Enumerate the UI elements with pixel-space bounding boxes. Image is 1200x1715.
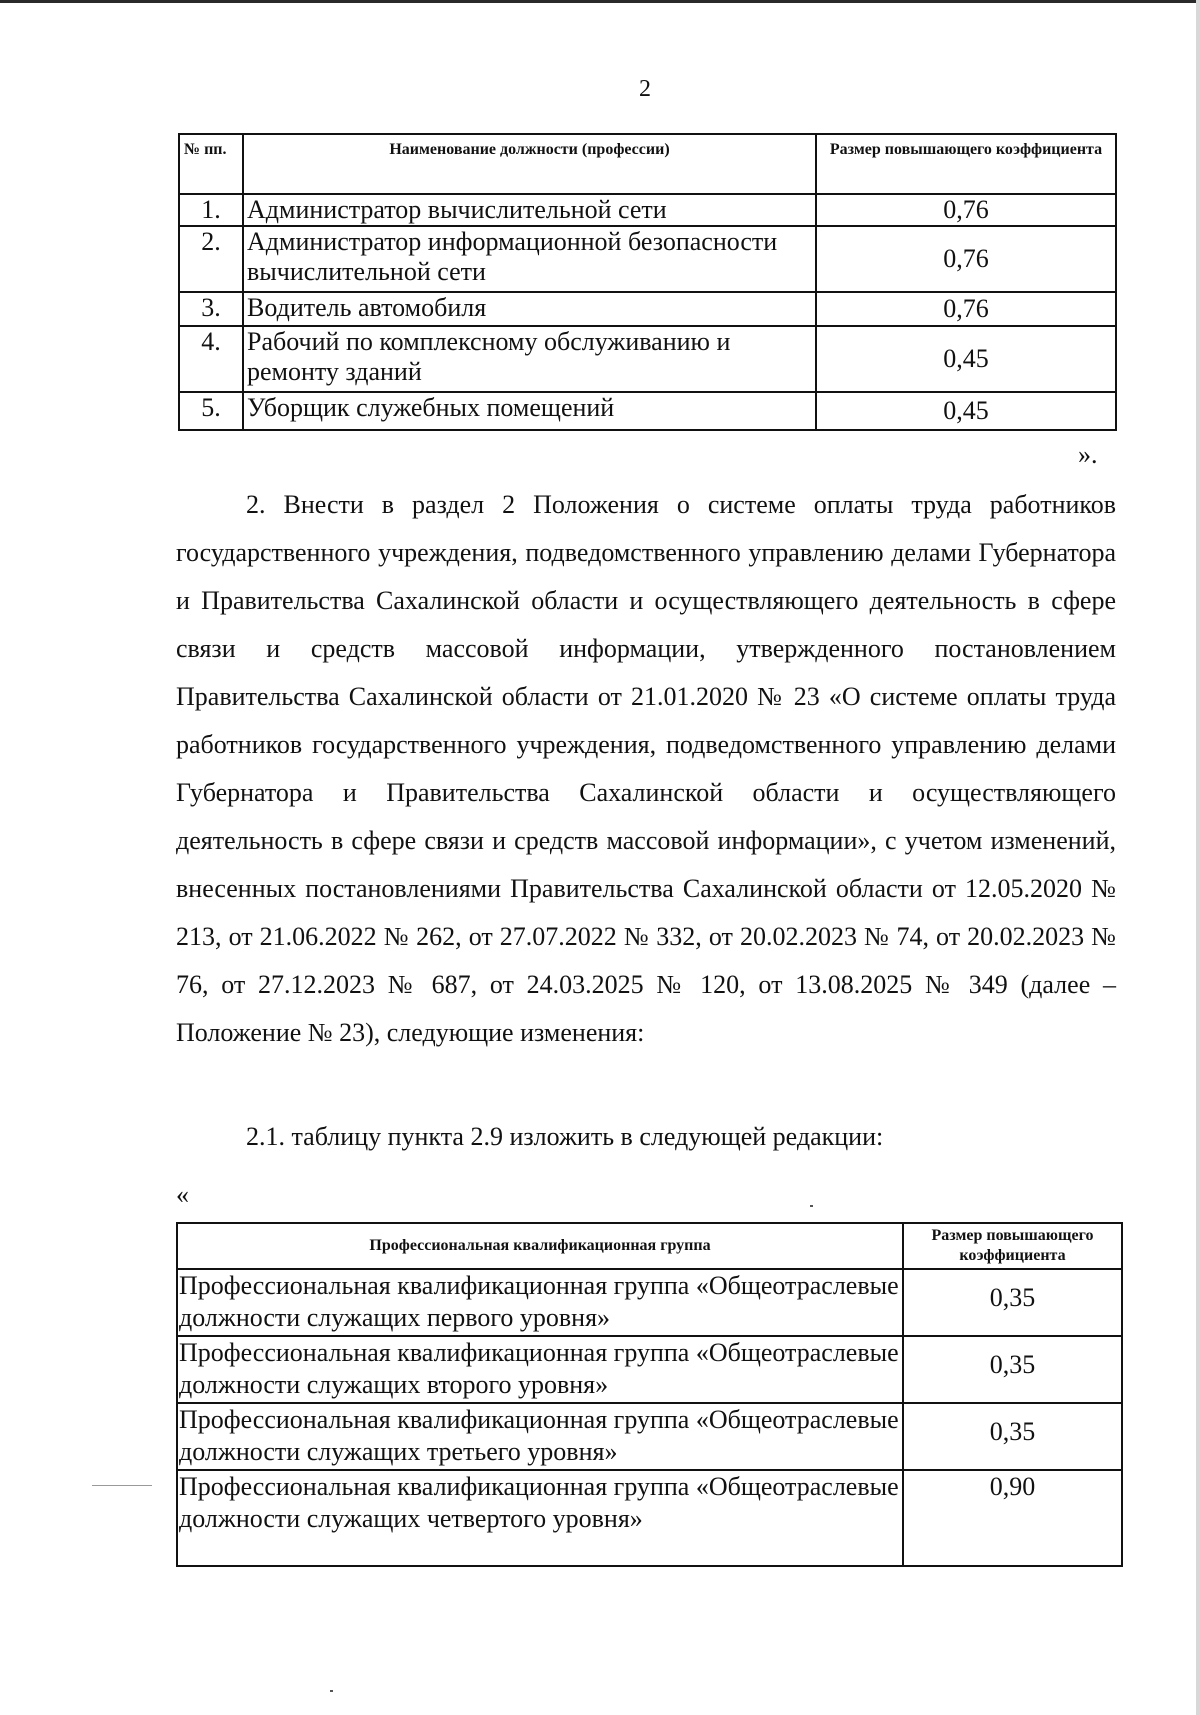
scan-artifact (92, 1485, 152, 1486)
coefficient-value: 0,90 (903, 1470, 1122, 1566)
row-number: 4. (179, 326, 243, 392)
opening-quote: « (176, 1180, 189, 1209)
coefficient-value: 0,76 (816, 194, 1116, 226)
table-row (179, 326, 1116, 392)
positions-table (178, 133, 1117, 431)
table-row (179, 392, 1116, 430)
position-name: Администратор информационной безопасности вычислительной сети (243, 226, 816, 292)
table-row (179, 292, 1116, 326)
header-position-name: Наименование должности (профессии) (243, 134, 816, 194)
table-header-row (179, 134, 1116, 194)
paragraph-2: 2. Внести в раздел 2 Положения о системе оплаты труда работников государственного учреждения, подведомственного управлению делами Губернатора и Правительства Сахалинской области и осуществляющего деятельность в сфере связи и средств массовой информации, утвержденного постановлением Правительства Сахалинской области от 21.01.2020 № 23 «О системе оплаты труда работников государственного учреждения, подведомственного управлению делами Губернатора и Правительства Сахалинской области и осуществляющего деятельность в сфере связи и средств массовой информации», с учетом изменений, внесенных постановлениями Правительства Сахалинской области от 12.05.2020 № 213, от 21.06.2022 № 262, от 27.07.2022 № 332, от 20.02.2023 № 74, от 20.02.2023 № 76, от 27.12.2023 № 687, от 24.03.2025 № 120, от 13.08.2025 № 349 (далее – Положение № 23), следующие изменения: (176, 490, 1116, 1047)
coefficient-value: 0,35 (903, 1269, 1122, 1336)
qualification-group-name: Профессиональная квалификационная группа «Общеотраслевые должности служащих третьего уровня» (177, 1403, 903, 1470)
table-header-row (177, 1223, 1122, 1269)
row-number: 3. (179, 292, 243, 326)
header-coefficient: Размер повышающего коэффициента (903, 1223, 1122, 1269)
scan-edge-top (0, 0, 1200, 3)
coefficient-value: 0,35 (903, 1403, 1122, 1470)
scan-edge-right (1196, 0, 1200, 1715)
header-qualification-group: Профессиональная квалификационная группа (177, 1223, 903, 1269)
table-row (177, 1470, 1122, 1566)
position-name: Администратор вычислительной сети (243, 194, 816, 226)
table-row (179, 226, 1116, 292)
page-number: 2 (639, 76, 651, 102)
coefficient-value: 0,76 (816, 226, 1116, 292)
header-coefficient: Размер повышающего коэффициента (816, 134, 1116, 194)
header-number: № пп. (179, 134, 243, 194)
row-number: 5. (179, 392, 243, 430)
scan-artifact (810, 1205, 813, 1207)
coefficient-value: 0,45 (816, 326, 1116, 392)
scan-artifact (330, 1690, 333, 1692)
table-row (177, 1403, 1122, 1470)
table-row (177, 1336, 1122, 1403)
position-name: Уборщик служебных помещений (243, 392, 816, 430)
coefficient-value: 0,45 (816, 392, 1116, 430)
qualification-group-name: Профессиональная квалификационная группа «Общеотраслевые должности служащих четвертого уровня» (177, 1470, 903, 1566)
row-number: 2. (179, 226, 243, 292)
coefficient-value: 0,35 (903, 1336, 1122, 1403)
qualification-groups-table (176, 1222, 1123, 1567)
coefficient-value: 0,76 (816, 292, 1116, 326)
row-number: 1. (179, 194, 243, 226)
position-name: Водитель автомобиля (243, 292, 816, 326)
table-row (177, 1269, 1122, 1336)
table-row (179, 194, 1116, 226)
closing-quote: ». (1078, 440, 1098, 469)
paragraph-2-1: 2.1. таблицу пункта 2.9 изложить в следующей редакции: (246, 1122, 884, 1151)
qualification-group-name: Профессиональная квалификационная группа «Общеотраслевые должности служащих второго уровня» (177, 1336, 903, 1403)
position-name: Рабочий по комплексному обслуживанию и ремонту зданий (243, 326, 816, 392)
qualification-group-name: Профессиональная квалификационная группа «Общеотраслевые должности служащих первого уровня» (177, 1269, 903, 1336)
